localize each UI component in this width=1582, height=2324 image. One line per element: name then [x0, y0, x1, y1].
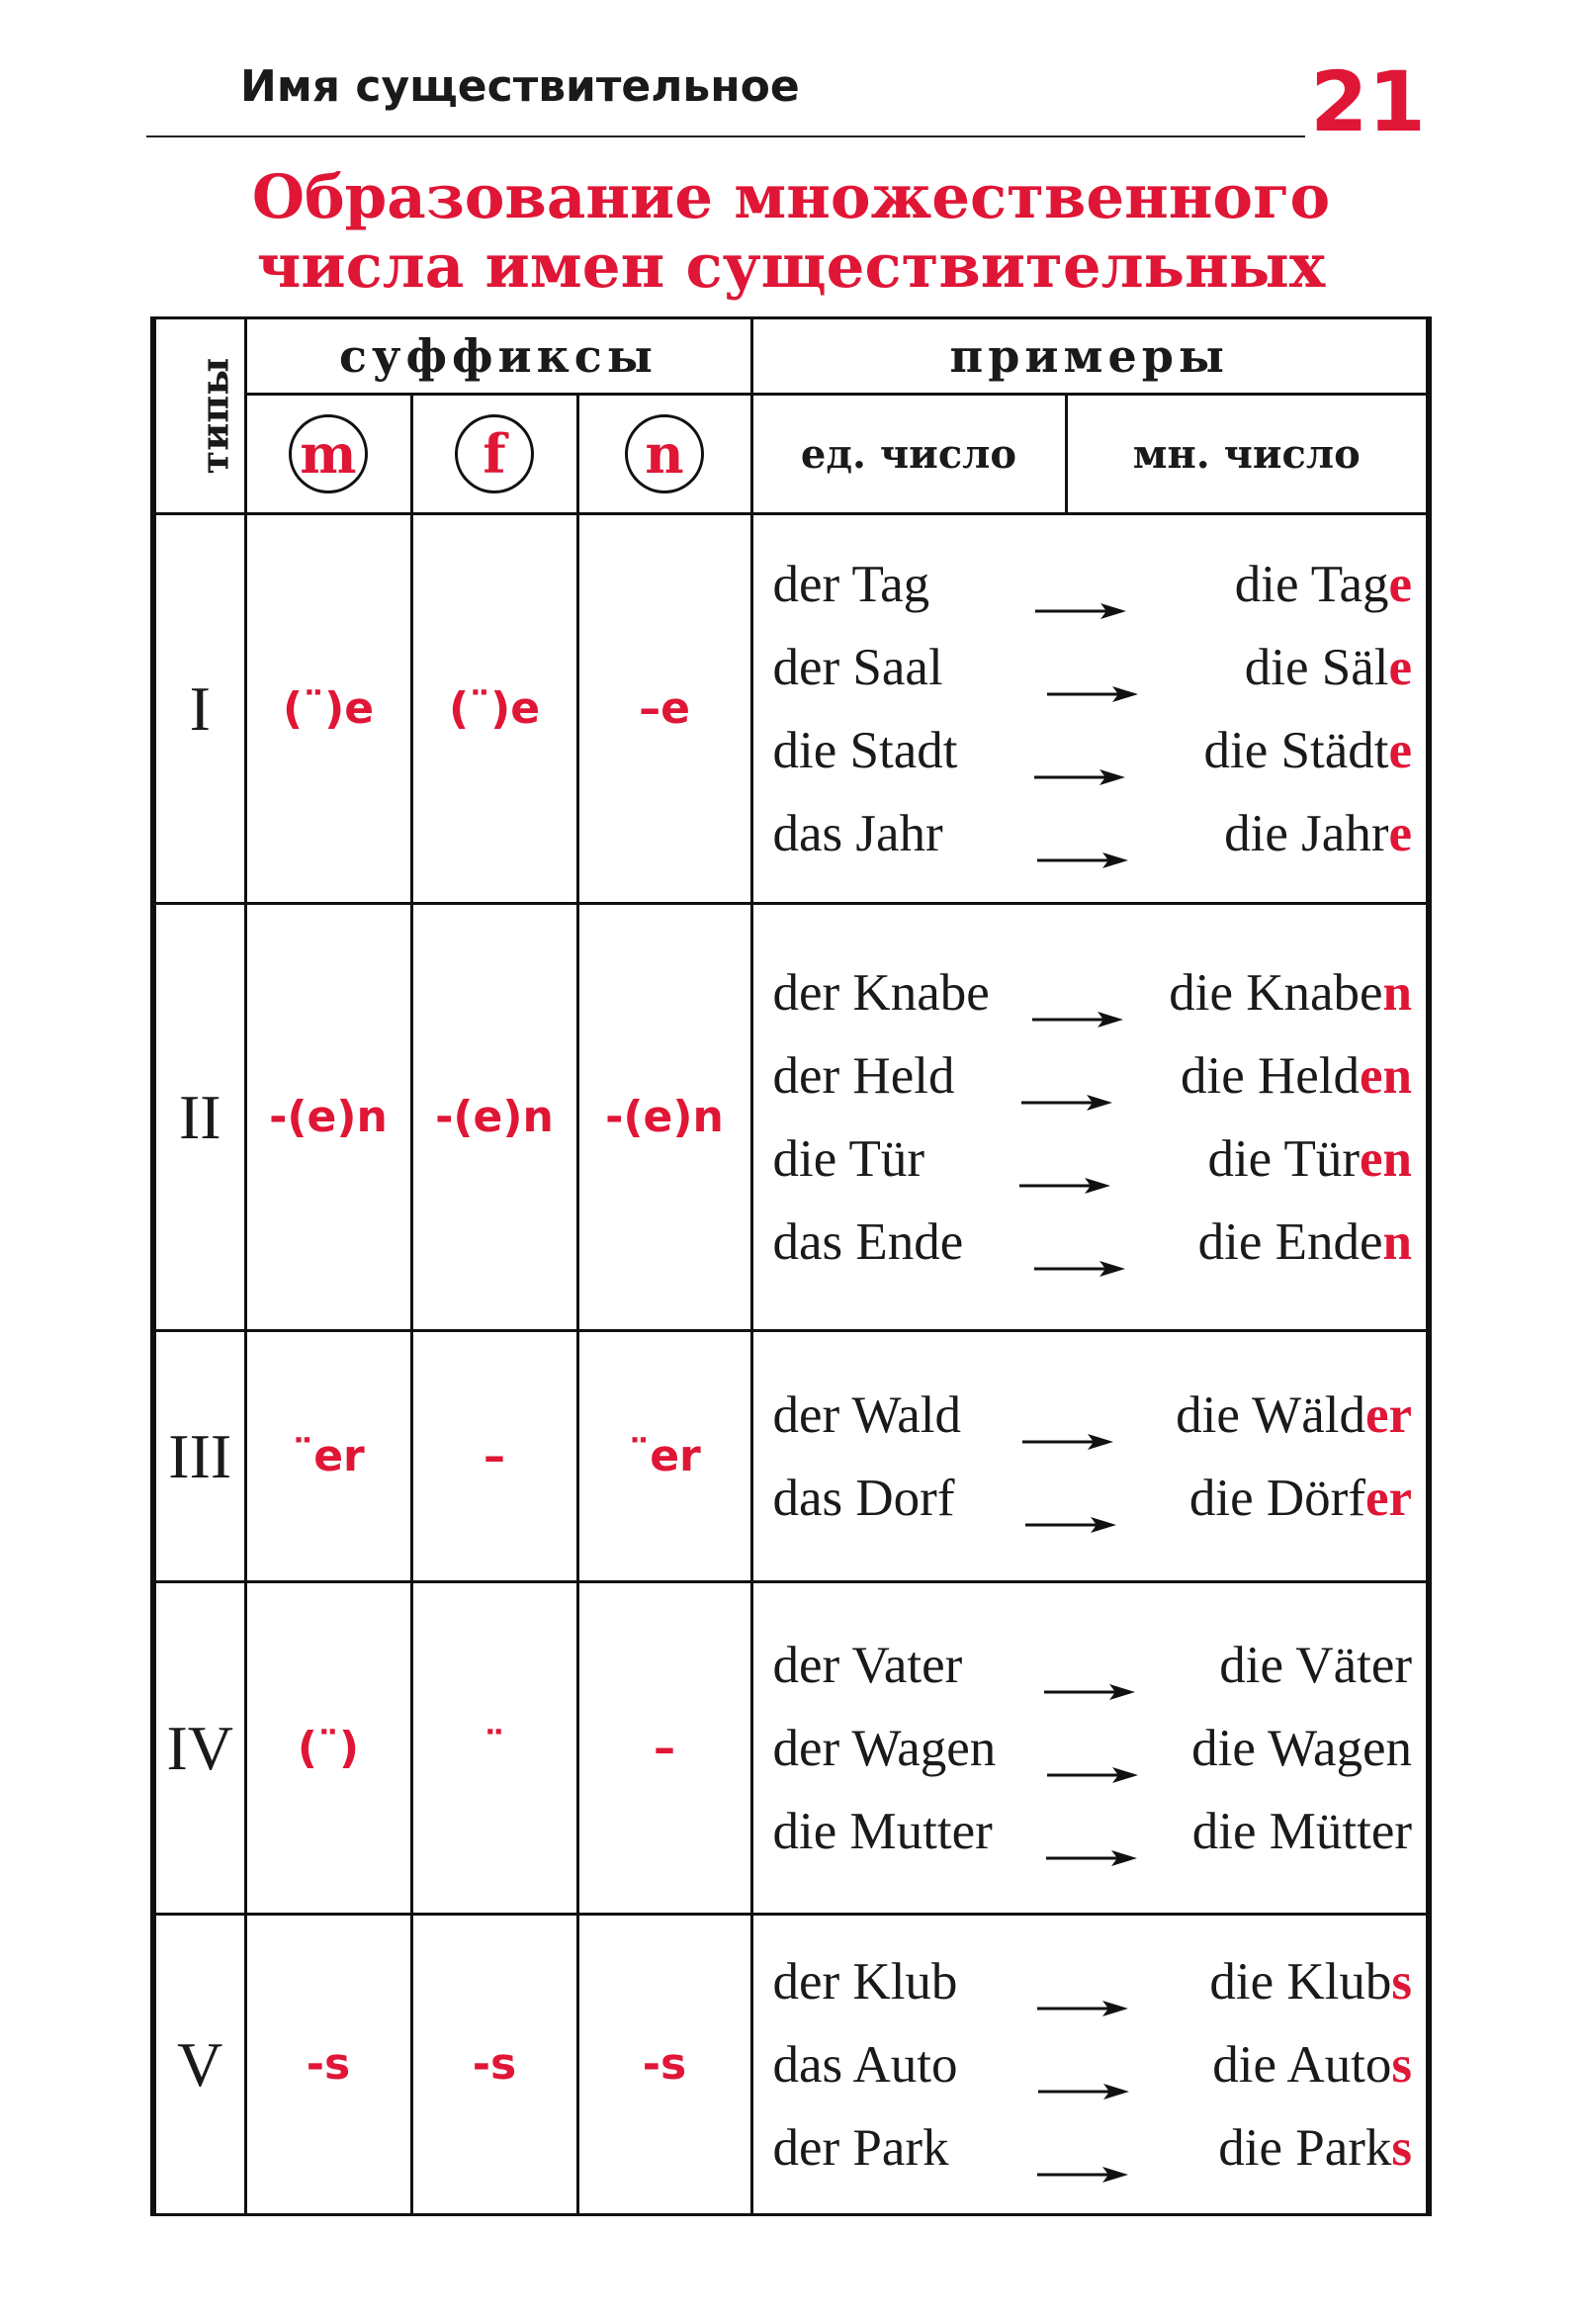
- singular-form: der Held: [772, 1046, 955, 1105]
- gender-n-circle: n: [625, 414, 704, 493]
- plural-stem: die Säl: [1244, 638, 1389, 696]
- example-pair: [773, 1790, 1413, 1873]
- plural-form: [1148, 638, 1412, 697]
- singular-form: die Tür: [772, 1129, 925, 1188]
- plural-form: [1126, 1469, 1412, 1528]
- gender-m-circle: m: [289, 414, 368, 493]
- singular-form: der Tag: [772, 555, 930, 613]
- arrow-right-icon: [1024, 1010, 1133, 1029]
- type-label: V: [153, 1915, 245, 2215]
- plural-ending: e: [1388, 804, 1413, 862]
- singular-form: das Auto: [772, 2035, 958, 2094]
- example-pair: [773, 1374, 1413, 1457]
- plural-stem: die Städt: [1203, 721, 1389, 779]
- type-row: [153, 1915, 1429, 2215]
- example-pair: [773, 951, 1413, 1034]
- plural-form: [1145, 1636, 1412, 1695]
- arrow-right-icon: [1029, 850, 1138, 870]
- plural-stem: die Dörf: [1188, 1469, 1365, 1527]
- plural-form: [1136, 555, 1412, 614]
- arrow-right-icon: [1029, 824, 1138, 844]
- plural-stem: die Auto: [1212, 2035, 1392, 2094]
- example-pair: [773, 626, 1413, 709]
- arrow-right-icon: [1038, 1848, 1147, 1868]
- suffix-m: -s: [245, 1915, 411, 2215]
- plural-ending: s: [1391, 1952, 1413, 2011]
- examples-cell: [751, 1915, 1429, 2215]
- plural-ending: er: [1364, 1469, 1413, 1527]
- example-pair: [773, 1457, 1413, 1540]
- example-pair: [773, 1034, 1413, 1117]
- singular-form: der Wagen: [772, 1719, 997, 1777]
- suffix-f: (¨)e: [411, 514, 577, 904]
- examples-header: примеры: [751, 318, 1429, 395]
- example-pair: [773, 2023, 1413, 2106]
- example-pair: [773, 1117, 1413, 1201]
- plural-formation-table: [150, 316, 1432, 2216]
- examples-cell: [751, 904, 1429, 1331]
- examples-cell: [751, 514, 1429, 904]
- plural-stem: die Klub: [1209, 1952, 1392, 2011]
- plural-form: [1133, 963, 1412, 1023]
- type-row: [153, 904, 1429, 1331]
- arrow-right-icon: [1013, 1066, 1122, 1086]
- arrow-right-icon: [1039, 1765, 1148, 1785]
- suffix-m: (¨): [245, 1582, 411, 1915]
- arrow-right-icon: [1026, 1259, 1135, 1279]
- plural-stem: die Knabe: [1169, 963, 1383, 1022]
- plural-stem: die Wagen: [1191, 1719, 1413, 1777]
- suffix-f: -(e)n: [411, 904, 577, 1331]
- plural-ending: en: [1360, 1046, 1413, 1105]
- arrow-right-icon: [1014, 1405, 1123, 1425]
- plural-stem: die Tag: [1234, 555, 1389, 613]
- singular-form: der Saal: [772, 638, 943, 696]
- plural-ending: en: [1360, 1129, 1413, 1188]
- arrow-right-icon: [1013, 1093, 1122, 1113]
- suffix-n: -s: [577, 1915, 751, 2215]
- plural-form: [1148, 1719, 1412, 1778]
- arrow-right-icon: [1017, 1515, 1126, 1535]
- plural-form: [1138, 1952, 1412, 2011]
- arrow-right-icon: [1026, 741, 1135, 760]
- example-pair: [773, 2106, 1413, 2190]
- plural-stem: die Jahr: [1224, 804, 1389, 862]
- arrow-right-icon: [1039, 1739, 1148, 1758]
- page-title-line-2: числа имен существительных: [256, 231, 1326, 302]
- suffix-f: ¨: [411, 1582, 577, 1915]
- plural-stem: die Tür: [1207, 1129, 1361, 1188]
- type-label: II: [153, 904, 245, 1331]
- singular-form: die Stadt: [772, 721, 958, 779]
- plural-stem: die Mütter: [1191, 1802, 1413, 1860]
- gender-f-circle: f: [455, 414, 534, 493]
- singular-form: die Mutter: [772, 1802, 993, 1860]
- suffixes-header: суффиксы: [245, 318, 751, 395]
- arrow-right-icon: [1038, 1822, 1147, 1841]
- arrow-right-icon: [1026, 767, 1135, 787]
- singular-form: der Vater: [772, 1636, 963, 1694]
- plural-stem: die Väter: [1219, 1636, 1413, 1694]
- type-row: [153, 1582, 1429, 1915]
- plural-ending: e: [1388, 555, 1413, 613]
- singular-header: ед. число: [751, 395, 1066, 514]
- singular-form: der Knabe: [772, 963, 990, 1022]
- arrow-right-icon: [1039, 684, 1148, 704]
- plural-form: [1135, 1212, 1412, 1272]
- plural-stem: die Held: [1180, 1046, 1361, 1105]
- type-label: III: [153, 1331, 245, 1582]
- suffix-m: -(e)n: [245, 904, 411, 1331]
- singular-form: der Park: [772, 2118, 949, 2177]
- page-number: 21: [1310, 53, 1426, 150]
- suffix-n: –: [577, 1582, 751, 1915]
- page-title: [148, 163, 1434, 302]
- type-label: IV: [153, 1582, 245, 1915]
- examples-cell: [751, 1582, 1429, 1915]
- arrow-right-icon: [1029, 2138, 1138, 2158]
- arrow-right-icon: [1027, 575, 1136, 594]
- plural-ending: e: [1388, 721, 1413, 779]
- example-pair: [773, 709, 1413, 792]
- singular-form: der Wald: [772, 1385, 961, 1444]
- gender-header-m: [245, 395, 411, 514]
- arrow-right-icon: [1036, 1655, 1145, 1675]
- types-header: типы: [153, 318, 245, 514]
- singular-form: der Klub: [772, 1952, 958, 2011]
- arrow-right-icon: [1027, 601, 1136, 621]
- suffix-n: ¨er: [577, 1331, 751, 1582]
- plural-ending: n: [1382, 963, 1413, 1022]
- plural-form: [1135, 721, 1412, 780]
- plural-form: [1139, 2035, 1412, 2095]
- suffix-f: -s: [411, 1915, 577, 2215]
- example-pair: [773, 1201, 1413, 1284]
- arrow-right-icon: [1029, 1972, 1138, 1992]
- type-row: [153, 514, 1429, 904]
- example-pair: [773, 1940, 1413, 2023]
- examples-cell: [751, 1331, 1429, 1582]
- example-pair: [773, 1624, 1413, 1707]
- section-title: Имя существительное: [240, 61, 800, 112]
- suffix-m: (¨)e: [245, 514, 411, 904]
- plural-stem: die Ende: [1197, 1212, 1383, 1271]
- type-row: [153, 1331, 1429, 1582]
- arrow-right-icon: [1030, 2055, 1139, 2075]
- plural-form: [1123, 1385, 1412, 1445]
- plural-form: [1138, 2118, 1412, 2178]
- plural-stem: die Park: [1218, 2118, 1392, 2177]
- suffix-n: -(e)n: [577, 904, 751, 1331]
- gender-header-n: [577, 395, 751, 514]
- arrow-right-icon: [1039, 658, 1148, 677]
- plural-ending: s: [1391, 2035, 1413, 2094]
- arrow-right-icon: [1011, 1176, 1120, 1196]
- plural-ending: s: [1391, 2118, 1413, 2177]
- plural-ending: n: [1382, 1212, 1413, 1271]
- header-rule: [146, 135, 1305, 137]
- type-label: I: [153, 514, 245, 904]
- suffix-f: –: [411, 1331, 577, 1582]
- plural-ending: er: [1364, 1385, 1413, 1444]
- arrow-right-icon: [1011, 1149, 1120, 1169]
- plural-form: [1138, 804, 1412, 863]
- arrow-right-icon: [1014, 1432, 1123, 1452]
- plural-form: [1147, 1802, 1412, 1861]
- arrow-right-icon: [1026, 1232, 1135, 1252]
- example-pair: [773, 792, 1413, 875]
- plural-form: [1120, 1129, 1412, 1189]
- singular-form: das Dorf: [772, 1469, 955, 1527]
- plural-form: [1122, 1046, 1412, 1106]
- arrow-right-icon: [1029, 2165, 1138, 2185]
- arrow-right-icon: [1029, 1999, 1138, 2018]
- arrow-right-icon: [1036, 1682, 1145, 1702]
- page-title-line-1: Образование множественного: [251, 162, 1331, 232]
- suffix-m: ¨er: [245, 1331, 411, 1582]
- arrow-right-icon: [1024, 983, 1133, 1003]
- singular-form: das Ende: [772, 1212, 964, 1271]
- suffix-n: –e: [577, 514, 751, 904]
- plural-stem: die Wäld: [1176, 1385, 1365, 1444]
- arrow-right-icon: [1017, 1488, 1126, 1508]
- gender-header-f: [411, 395, 577, 514]
- example-pair: [773, 543, 1413, 626]
- plural-header: мн. число: [1066, 395, 1429, 514]
- singular-form: das Jahr: [772, 804, 943, 862]
- example-pair: [773, 1707, 1413, 1790]
- arrow-right-icon: [1030, 2082, 1139, 2101]
- plural-ending: e: [1388, 638, 1413, 696]
